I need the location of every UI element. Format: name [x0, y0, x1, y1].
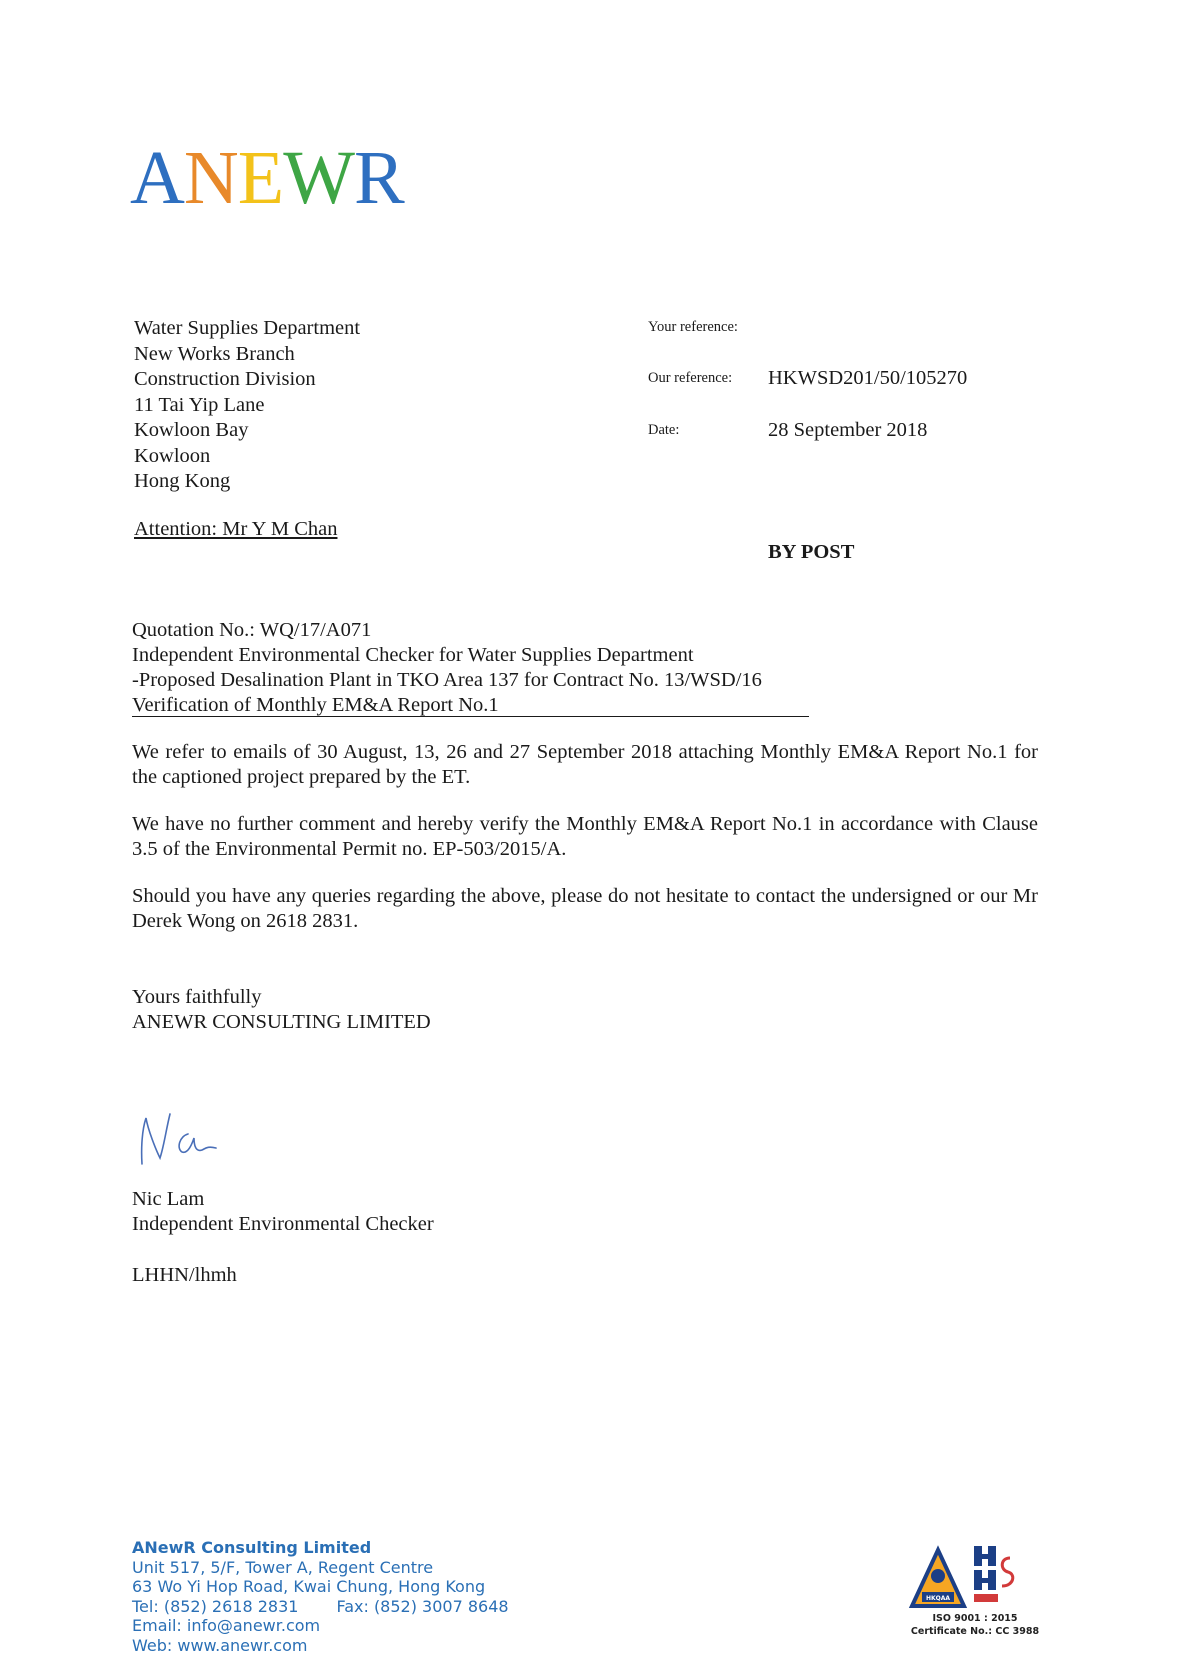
salutation: Yours faithfully [132, 986, 262, 1008]
our-reference-label: Our reference: [648, 370, 733, 386]
body-paragraph: We refer to emails of 30 August, 13, 26 and 27 September 2018 attaching Monthly EM&A Report No.1 for the captioned project prepared by the ET. [132, 741, 1038, 788]
footer-address: Unit 517, 5/F, Tower A, Regent Centre [132, 1557, 434, 1577]
footer-contact [132, 1538, 509, 1655]
attention-line: Attention: Mr Y M Chan [134, 518, 338, 540]
iso-standard: ISO 9001 : 2015 [932, 1613, 1018, 1624]
address-line: Water Supplies Department [134, 317, 361, 339]
our-reference-value: HKWSD201/50/105270 [768, 367, 968, 389]
logo-letter: N [183, 136, 238, 220]
address-line: Kowloon [134, 444, 211, 467]
footer-web: Web: www.anewr.com [132, 1635, 308, 1655]
your-reference-label: Your reference: [648, 319, 738, 335]
subject-line: Independent Environmental Checker for Water Supplies Department [132, 644, 694, 666]
closing-company: ANEWR CONSULTING LIMITED [132, 1011, 431, 1033]
reference-initials: LHHN/lhmh [132, 1264, 237, 1286]
footer-email: Email: info@anewr.com [132, 1616, 321, 1635]
signer-title: Independent Environmental Checker [132, 1213, 434, 1235]
signer-block [132, 1187, 434, 1237]
subject-line: -Proposed Desalination Plant in TKO Area 137 for Contract No. 13/WSD/16 [132, 669, 762, 691]
subject-title: Verification of Monthly EM&A Report No.1 [132, 695, 809, 717]
logo-letter: A [130, 136, 184, 220]
footer-company: ANewR Consulting Limited [132, 1538, 372, 1557]
seal-text: HKQAA [925, 1595, 951, 1602]
logo-letter: E [237, 136, 284, 220]
address-line: Hong Kong [134, 470, 231, 492]
company-logo [130, 136, 404, 220]
closing-block [132, 985, 431, 1035]
recipient-address [134, 316, 360, 495]
delivery-method: BY POST [768, 541, 855, 563]
certification-text [895, 1612, 1055, 1638]
date-label: Date: [648, 422, 680, 438]
certificate-number: Certificate No.: CC 3988 [910, 1626, 1040, 1637]
footer-address: 63 Wo Yi Hop Road, Kwai Chung, Hong Kong [132, 1577, 486, 1596]
address-line: Kowloon Bay [134, 419, 249, 441]
date-value: 28 September 2018 [768, 419, 928, 441]
logo-letter: R [353, 136, 404, 220]
address-line: New Works Branch [134, 342, 295, 365]
subject-block [132, 618, 809, 718]
signer-name: Nic Lam [132, 1188, 205, 1210]
address-line: 11 Tai Yip Lane [134, 393, 265, 416]
address-line: Construction Division [134, 368, 316, 390]
subject-line: Quotation No.: WQ/17/A071 [132, 619, 372, 641]
footer-tel: Tel: (852) 2618 2831 [132, 1596, 299, 1616]
body-paragraph: Should you have any queries regarding the above, please do not hesitate to contact the undersigned or our Mr Derek Wong on 2618 2831. [132, 885, 1038, 932]
handwritten-signature [136, 1108, 246, 1178]
footer-fax: Fax: (852) 3007 8648 [336, 1596, 509, 1616]
body-paragraph: We have no further comment and hereby verify the Monthly EM&A Report No.1 in accordance with Clause 3.5 of the Environmental Permit no. EP-503/2015/A. [132, 813, 1038, 860]
logo-letter: W [283, 136, 354, 220]
